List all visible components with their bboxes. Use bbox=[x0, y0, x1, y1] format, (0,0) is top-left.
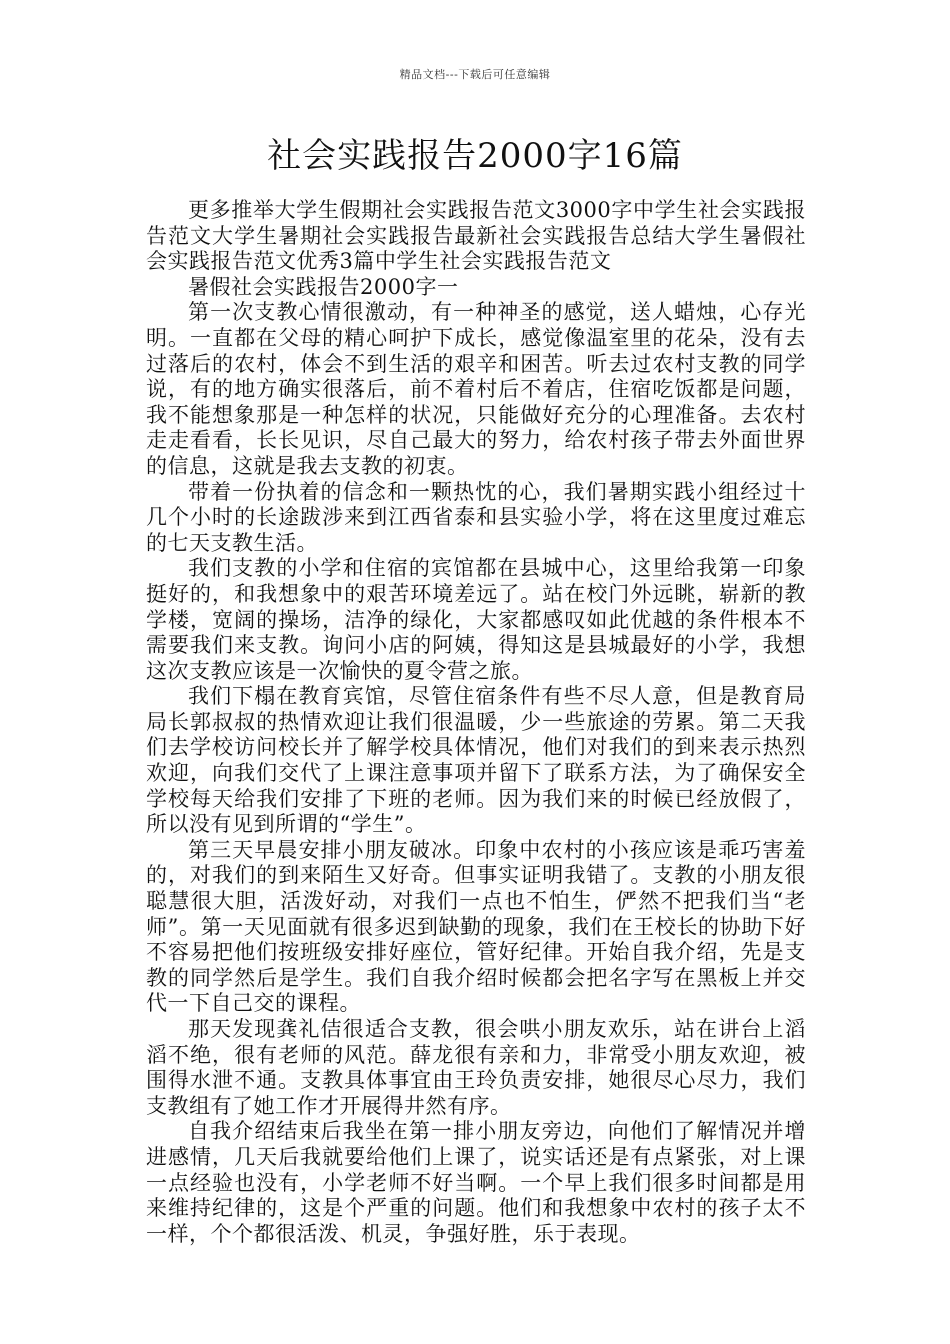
paragraph: 第三天早晨安排小朋友破冰。印象中农村的小孩应该是乖巧害羞的，对我们的到来陌生又好奇。但事实证明我错了。支教的小朋友很聪慧很大胆，活泼好动，对我们一点也不怕生，俨然不把我们当“老师”。第一天见面就有很多迟到缺勤的现象，我们在王校长的协助下好不容易把他们按班级安排好座位，管好纪律。开始自我介绍，先是支教的同学然后是学生。我们自我介绍时候都会把名字写在黑板上并交代一下自己交的课程。 bbox=[146, 837, 806, 1016]
paragraph: 我们支教的小学和住宿的宾馆都在县城中心，这里给我第一印象挺好的，和我想象中的艰苦环境差远了。站在校门外远眺，崭新的教学楼，宽阔的操场，洁净的绿化，大家都感叹如此优越的条件根本不需要我们来支教。询问小店的阿姨，得知这是县城最好的小学，我想这次支教应该是一次愉快的夏令营之旅。 bbox=[146, 556, 806, 683]
paragraph: 第一次支教心情很激动，有一种神圣的感觉，送人蜡烛，心存光明。一直都在父母的精心呵护下成长，感觉像温室里的花朵，没有去过落后的农村，体会不到生活的艰辛和困苦。听去过农村支教的同学说，有的地方确实很落后，前不着村后不着店，住宿吃饭都是问题，我不能想象那是一种怎样的状况，只能做好充分的心理准备。去农村走走看看，长长见识，尽自己最大的努力，给农村孩子带去外面世界的信息，这就是我去支教的初衷。 bbox=[146, 300, 806, 478]
page-header: 精品文档---下载后可任意编辑 bbox=[399, 68, 551, 81]
document-body bbox=[146, 198, 806, 1247]
paragraph: 自我介绍结束后我坐在第一排小朋友旁边，向他们了解情况并增进感情，几天后我就要给他们上课了，说实话还是有点紧张，对上课一点经验也没有，小学老师不好当啊。一个早上我们很多时间都是用来维持纪律的，这是个严重的问题。他们和我想象中农村的孩子太不一样，个个都很活泼、机灵，争强好胜，乐于表现。 bbox=[146, 1119, 806, 1246]
document-title: 社会实践报告2000字16篇 bbox=[267, 136, 683, 176]
paragraph-intro: 更多推举大学生假期社会实践报告范文3000字中学生社会实践报告范文大学生暑期社会实践报告最新社会实践报告总结大学生暑假社会实践报告范文优秀3篇中学生社会实践报告范文 bbox=[146, 198, 806, 274]
paragraph: 那天发现龚礼佶很适合支教，很会哄小朋友欢乐，站在讲台上滔滔不绝，很有老师的风范。薛龙很有亲和力，非常受小朋友欢迎，被围得水泄不通。支教具体事宜由王玲负责安排，她很尽心尽力，我们支教组有了她工作才开展得井然有序。 bbox=[146, 1017, 806, 1118]
paragraph: 带着一份执着的信念和一颗热忱的心，我们暑期实践小组经过十几个小时的长途跋涉来到江西省泰和县实验小学，将在这里度过难忘的七天支教生活。 bbox=[146, 479, 806, 555]
paragraph: 我们下榻在教育宾馆，尽管住宿条件有些不尽人意，但是教育局局长郭叔叔的热情欢迎让我们很温暖，少一些旅途的劳累。第二天我们去学校访问校长并了解学校具体情况，他们对我们的到来表示热烈欢迎，向我们交代了上课注意事项并留下了联系方法，为了确保安全学校每天给我们安排了下班的老师。因为我们来的时候已经放假了，所以没有见到所谓的“学生”。 bbox=[146, 684, 806, 837]
section-heading: 暑假社会实践报告2000字一 bbox=[188, 274, 459, 299]
